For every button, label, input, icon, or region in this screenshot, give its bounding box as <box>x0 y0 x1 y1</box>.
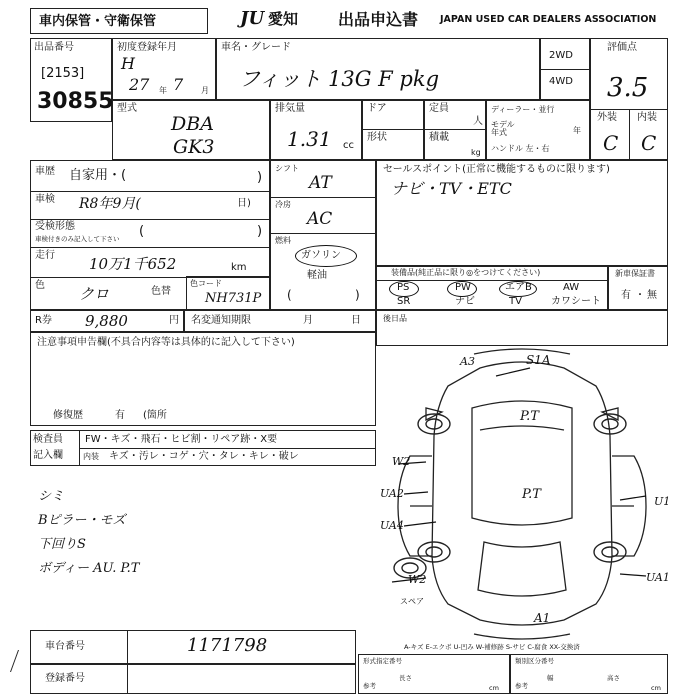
inspection-form-open: ( <box>139 224 145 239</box>
exterior-value: C <box>603 131 619 155</box>
equip-ps: PS <box>397 282 410 293</box>
capacity-load-box <box>424 100 486 160</box>
inspection-day: 日) <box>237 198 251 209</box>
lot-number-label: 出品番号 <box>34 42 74 53</box>
recycle-amount: 9,880 <box>85 312 128 330</box>
capacity-label: 定員 <box>429 103 449 114</box>
model-code-label: 型式 <box>117 103 137 114</box>
remark-line-4: ボディー AU. P.T <box>38 561 140 576</box>
record-label: 記入欄 <box>33 450 63 461</box>
model-year-label: モデル年式 <box>491 120 515 137</box>
repair-value: 有 <box>115 410 125 421</box>
diagram-u1: U1 <box>654 495 671 508</box>
category-box <box>510 654 668 694</box>
drive-2wd: 2WD <box>549 50 573 61</box>
mileage-value: 10万1千652 <box>89 255 177 273</box>
remarks-area <box>30 470 376 620</box>
equipment-box <box>376 266 608 310</box>
inspection-form-note: 車検付きのみ記入して下さい <box>35 235 120 243</box>
storage-badge <box>30 8 208 34</box>
inspection-form-close: ) <box>257 224 263 239</box>
aircon-value: AC <box>307 209 333 229</box>
registration-label: 初度登録年月 <box>117 42 177 53</box>
rating-label: 評価点 <box>607 42 637 53</box>
load-unit: kg <box>471 148 481 157</box>
warranty-label: 新車保証書 <box>615 269 655 278</box>
diagram-center-mark: P.T <box>522 487 541 502</box>
equip-navi: ナビ <box>455 296 475 307</box>
airbag-circle <box>499 281 537 297</box>
selling-points-value: ナビ・TV・ETC <box>391 179 512 198</box>
inspection-form-label: 受検形態 <box>35 221 75 232</box>
remark-line-3: 下回りS <box>38 537 86 552</box>
model-code-prefix: DBA <box>171 113 214 135</box>
model-name-box <box>216 38 540 100</box>
remark-line-2: Bピラー・モズ <box>38 513 126 528</box>
rear-items-box <box>376 310 668 346</box>
history-label: 車歴 <box>35 166 55 177</box>
deadline-month: 月 <box>303 315 313 326</box>
model-code-value: GK3 <box>173 136 215 158</box>
type-spec-ref: 参考 <box>363 682 376 690</box>
repair-label: 修復歴 <box>53 410 83 421</box>
rating-score: 3.5 <box>607 73 649 103</box>
model-name-value: フィット 13G F pkg <box>239 67 440 91</box>
color-change-label: 色替 <box>151 286 171 297</box>
registration-month: 7 <box>173 75 184 94</box>
diagram-a3: A3 <box>460 355 475 368</box>
warranty-sep: ・ <box>635 290 645 301</box>
diagram-ua1: UA1 <box>646 571 670 584</box>
displacement-value: 1.31 <box>287 127 332 151</box>
history-close: ) <box>257 170 263 185</box>
diagram-w2-top: W2 <box>392 455 411 468</box>
category-label: 類別区分番号 <box>515 657 554 665</box>
chassis-box <box>30 630 356 664</box>
capacity-unit: 人 <box>473 116 483 127</box>
selling-points-box <box>376 160 668 266</box>
load-label: 積載 <box>429 132 449 143</box>
model-name-label: 車名・グレード <box>221 42 291 53</box>
equip-aw: AW <box>563 282 580 293</box>
shift-value: AT <box>309 173 332 193</box>
warranty-no: 無 <box>647 290 657 301</box>
rear-items-label: 後日品 <box>383 314 407 323</box>
exterior-label: 外装 <box>597 112 617 123</box>
pw-circle <box>447 281 477 297</box>
repair-detail: (箇所 <box>143 410 167 421</box>
fuel-open: ( <box>287 288 292 302</box>
drive-box <box>540 38 590 100</box>
equip-pw: PW <box>455 282 471 293</box>
displacement-label: 排気量 <box>275 103 305 114</box>
registration-month-unit: 月 <box>201 86 209 95</box>
diagram-spare: スペア <box>400 597 424 606</box>
diagram-a1: A1 <box>534 611 551 625</box>
displacement-box <box>270 100 362 160</box>
ps-circle <box>389 281 419 297</box>
deadline-box <box>184 310 376 332</box>
model-year-unit: 年 <box>573 126 581 135</box>
recycle-box <box>30 310 184 332</box>
dim-height: 高さ <box>607 674 620 682</box>
lot-number-box <box>30 38 112 122</box>
dim-length: 長さ <box>399 674 412 682</box>
selling-points-label: セールスポイント(正常に機能するものに限ります) <box>383 164 610 175</box>
recycle-label: R券 <box>35 315 52 326</box>
diagram-s1a: S1A <box>526 353 551 367</box>
lot-number: 30855 <box>37 89 114 114</box>
inspection-label: 車検 <box>35 194 55 205</box>
inspector-label: 検査員 <box>33 434 63 445</box>
notes-box <box>30 332 376 426</box>
color-code-value: NH731P <box>205 291 262 306</box>
lot-sub-number: [2153] <box>41 66 85 81</box>
model-code-box <box>112 100 270 160</box>
interior-codes: キズ・汚レ・コゲ・穴・タレ・キレ・破レ <box>109 451 299 462</box>
chassis-value: 1171798 <box>187 635 268 656</box>
equip-cushion: カワシート <box>551 296 601 307</box>
handle-label: ハンドル 左・右 <box>491 144 550 153</box>
history-value: 自家用・( <box>69 168 127 183</box>
registration-year-unit: 年 <box>159 86 167 95</box>
drive-4wd: 4WD <box>549 76 573 87</box>
registration-year: 27 <box>129 75 150 94</box>
interior-code-label: 内装 <box>83 452 99 461</box>
exterior-codes: FW・キズ・飛石・ヒビ割・リペア跡・X要 <box>85 434 278 445</box>
logo-region: 愛知 <box>268 10 299 28</box>
door-shape-box <box>362 100 424 160</box>
storage-badge-text: 車内保管・守衛保管 <box>39 14 157 29</box>
deadline-label: 名変通知期限 <box>191 315 251 326</box>
shape-label: 形状 <box>367 132 387 143</box>
registration-era: H <box>121 54 135 73</box>
warranty-box <box>608 266 668 310</box>
displacement-unit: cc <box>343 140 354 151</box>
interior-value: C <box>641 131 657 155</box>
equip-sr: SR <box>397 296 411 307</box>
shift-label: シフト <box>275 164 299 173</box>
recycle-unit: 円 <box>169 315 179 326</box>
association-name: JAPAN USED CAR DEALERS ASSOCIATION <box>440 14 657 25</box>
color-label: 色 <box>35 280 45 291</box>
fuel-gasoline-circle <box>295 245 357 267</box>
color-code-box <box>186 276 270 310</box>
dim-width: 幅 <box>547 674 554 682</box>
shift-fuel-box <box>270 160 376 310</box>
inspection-value: R8年9月( <box>79 196 141 212</box>
damage-legend: A-キズ E-エクボ U-凹み W-補修跡 S-サビ C-腐食 XX-交換済 <box>404 643 580 651</box>
diagram-ua2: UA2 <box>380 487 404 500</box>
ju-logo: JU <box>240 8 265 29</box>
interior-label: 内装 <box>637 112 657 123</box>
dim-length-unit: cm <box>489 684 499 692</box>
fuel-gasoline: ガソリン <box>301 250 341 261</box>
mileage-unit: km <box>231 262 247 273</box>
fuel-diesel: 軽油 <box>307 270 327 281</box>
aircon-label: 冷房 <box>275 200 291 209</box>
inspector-box <box>30 430 376 466</box>
diagram-roof-mark: P.T <box>520 409 539 424</box>
dealer-box <box>486 100 590 160</box>
type-spec-box <box>358 654 510 694</box>
dim-height-unit: cm <box>651 684 661 692</box>
fuel-label: 燃料 <box>275 236 291 245</box>
equip-tv: TV <box>509 296 522 307</box>
remark-line-1: シミ <box>38 489 65 504</box>
diagram-w2-bottom: W2 <box>408 573 427 586</box>
deadline-day: 日 <box>351 315 361 326</box>
plate-label: 登録番号 <box>45 673 85 684</box>
chassis-label: 車台番号 <box>45 641 85 652</box>
color-value: クロ <box>79 285 110 303</box>
plate-box <box>30 664 356 694</box>
color-code-label: 色コード <box>190 279 222 288</box>
warranty-yes: 有 <box>621 290 631 301</box>
registration-box <box>112 38 216 100</box>
type-spec-label: 形式指定番号 <box>363 657 402 665</box>
equipment-label: 装備品(純正品に限り◎をつけてください) <box>391 268 541 277</box>
door-label: ドア <box>367 103 387 114</box>
equip-airbag: エアB <box>505 282 532 293</box>
rating-box <box>590 38 668 160</box>
mileage-label: 走行 <box>35 250 55 261</box>
fuel-close: ) <box>355 288 360 302</box>
category-ref: 参考 <box>515 682 528 690</box>
form-title: 出品申込書 <box>338 10 419 29</box>
diagram-ua4: UA4 <box>380 519 404 532</box>
dealer-parallel: ディーラー・並行 <box>491 105 555 114</box>
notes-label: 注意事項申告欄(不具合内容等は具体的に記入して下さい) <box>37 337 295 348</box>
